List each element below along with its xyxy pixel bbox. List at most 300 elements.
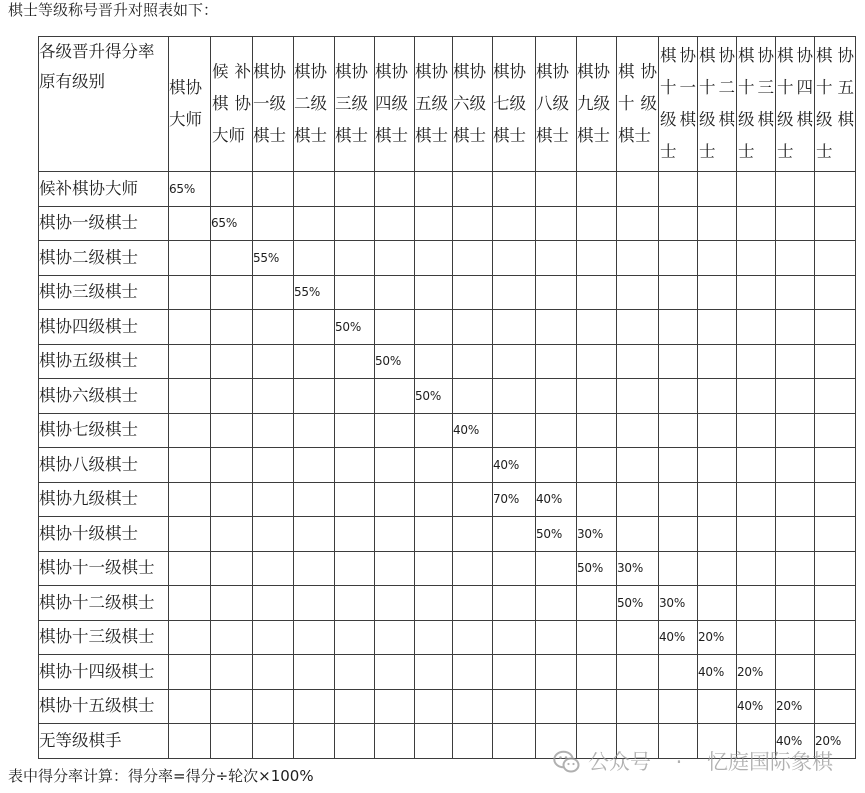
rate-cell [375,517,415,552]
column-header: 棋协九级棋士 [577,37,617,172]
table-row [39,620,856,655]
rate-cell [335,413,375,448]
rate-cell [617,620,659,655]
row-label: 棋协七级棋士 [39,413,169,448]
rate-cell [335,551,375,586]
rate-cell: 40% [493,448,536,483]
rate-cell [169,724,211,759]
rate-cell [659,344,698,379]
table-row [39,241,856,276]
rate-cell [536,586,577,621]
intro-text: 棋士等级称号晋升对照表如下： [8,1,219,19]
rate-cell [211,724,253,759]
table-row [39,206,856,241]
rate-cell [294,517,335,552]
rate-cell: 30% [617,551,659,586]
rate-cell [415,206,453,241]
rate-cell [577,379,617,414]
rate-cell [253,413,294,448]
rate-cell [211,551,253,586]
rate-cell [294,172,335,207]
rate-cell [375,275,415,310]
rate-cell [737,413,776,448]
rate-cell [493,344,536,379]
row-label: 棋协二级棋士 [39,241,169,276]
rate-cell: 40% [737,689,776,724]
column-header: 棋协十二级棋士 [698,37,737,172]
rate-cell [776,172,815,207]
header-row [39,37,856,172]
rate-cell [253,724,294,759]
rate-cell [253,655,294,690]
rate-cell [617,275,659,310]
row-label: 无等级棋手 [39,724,169,759]
rate-cell [375,413,415,448]
rate-cell: 20% [815,724,856,759]
rate-cell [698,413,737,448]
rate-cell [776,275,815,310]
rate-cell [815,379,856,414]
table-row [39,310,856,345]
rate-cell [698,724,737,759]
rate-cell [577,206,617,241]
rate-cell [698,206,737,241]
rate-cell [253,517,294,552]
rate-cell [737,724,776,759]
rate-cell [815,620,856,655]
rate-cell [776,241,815,276]
rate-cell [375,482,415,517]
rate-cell [577,310,617,345]
rate-cell [169,551,211,586]
rate-cell [815,655,856,690]
table-row [39,724,856,759]
rate-cell [536,655,577,690]
rate-cell [375,206,415,241]
rate-cell [536,689,577,724]
rate-cell [493,206,536,241]
rate-cell [536,448,577,483]
rate-cell [253,448,294,483]
rate-cell [776,448,815,483]
rate-cell [253,172,294,207]
rate-cell [493,275,536,310]
rate-cell [415,310,453,345]
rate-cell [698,689,737,724]
rate-cell [253,551,294,586]
rate-cell [577,620,617,655]
rate-cell [536,206,577,241]
rate-cell [698,379,737,414]
rate-cell [776,310,815,345]
rate-cell [453,724,493,759]
rate-cell [659,655,698,690]
table-row [39,517,856,552]
rate-cell [698,344,737,379]
rate-cell [659,172,698,207]
rate-cell [294,482,335,517]
rate-cell [776,655,815,690]
rate-cell: 50% [577,551,617,586]
rate-cell: 20% [737,655,776,690]
rate-cell [335,655,375,690]
rate-cell: 50% [415,379,453,414]
rate-cell: 50% [335,310,375,345]
column-header: 棋协十级棋士 [617,37,659,172]
rate-cell [577,586,617,621]
rate-cell [253,689,294,724]
rate-cell [375,620,415,655]
rate-cell [335,241,375,276]
rate-cell [776,482,815,517]
rate-cell [737,275,776,310]
row-label: 棋协六级棋士 [39,379,169,414]
rate-cell [577,275,617,310]
rate-cell [375,655,415,690]
rate-cell [294,241,335,276]
rate-cell [536,413,577,448]
rate-cell: 20% [776,689,815,724]
rate-cell [253,206,294,241]
rate-cell [493,586,536,621]
rate-cell [415,655,453,690]
table-row [39,551,856,586]
column-header: 棋协四级棋士 [375,37,415,172]
rate-cell [335,620,375,655]
rate-cell [294,344,335,379]
rate-cell [294,689,335,724]
rate-cell [776,344,815,379]
rate-cell [776,379,815,414]
corner-top-label: 各级晋升得分率 [39,42,155,61]
rate-cell [335,448,375,483]
rate-cell [659,517,698,552]
column-header: 棋协六级棋士 [453,37,493,172]
rate-cell [493,724,536,759]
row-label: 候补棋协大师 [39,172,169,207]
rate-cell [617,724,659,759]
rate-cell [659,275,698,310]
rate-cell [169,586,211,621]
table-row [39,413,856,448]
rate-cell [169,344,211,379]
rate-cell [375,448,415,483]
rate-cell [415,275,453,310]
rate-cell [453,275,493,310]
rate-cell [617,241,659,276]
rate-cell [737,551,776,586]
rate-cell [211,172,253,207]
rate-cell [253,275,294,310]
rate-cell [737,620,776,655]
rate-cell [577,655,617,690]
rate-cell [169,275,211,310]
rate-cell [776,413,815,448]
rate-cell [737,379,776,414]
rate-cell [375,551,415,586]
rate-cell [493,517,536,552]
rate-cell [617,379,659,414]
rate-cell [211,379,253,414]
table-row [39,586,856,621]
rate-cell [453,172,493,207]
rate-cell [169,620,211,655]
rate-cell [737,310,776,345]
column-header: 棋协五级棋士 [415,37,453,172]
rate-cell [737,206,776,241]
rate-cell [815,344,856,379]
rate-cell [577,448,617,483]
rate-cell [294,724,335,759]
rate-cell [253,344,294,379]
rate-cell [776,517,815,552]
rate-cell [335,379,375,414]
rate-cell [453,241,493,276]
rate-cell [536,310,577,345]
rate-cell [737,344,776,379]
table-row [39,379,856,414]
rate-cell [415,482,453,517]
rate-cell [698,482,737,517]
rate-cell [294,448,335,483]
rate-cell [453,517,493,552]
rate-cell [453,206,493,241]
rate-cell [169,241,211,276]
rate-cell [776,620,815,655]
rate-cell [415,689,453,724]
rate-cell [698,241,737,276]
rate-cell [415,586,453,621]
rate-cell [375,172,415,207]
rate-cell [294,655,335,690]
rate-cell [815,482,856,517]
promotion-table [38,36,856,759]
rate-cell [453,620,493,655]
rate-cell [294,206,335,241]
rate-cell [617,206,659,241]
rate-cell [493,689,536,724]
rate-cell [169,655,211,690]
rate-cell [415,448,453,483]
table-row [39,172,856,207]
rate-cell [375,310,415,345]
rate-cell [815,448,856,483]
rate-cell [536,551,577,586]
row-label: 棋协八级棋士 [39,448,169,483]
footnote-text: 表中得分率计算：得分率=得分÷轮次×100% [8,767,314,785]
column-header: 棋协三级棋士 [335,37,375,172]
row-label: 棋协十三级棋士 [39,620,169,655]
rate-cell [211,275,253,310]
rate-cell [536,275,577,310]
column-header: 棋协一级棋士 [253,37,294,172]
rate-cell [493,413,536,448]
rate-cell [211,482,253,517]
rate-cell [169,379,211,414]
rate-cell [659,310,698,345]
rate-cell [536,379,577,414]
rate-cell [294,551,335,586]
rate-cell [453,379,493,414]
rate-cell [169,482,211,517]
rate-cell [815,310,856,345]
rate-cell [659,448,698,483]
rate-cell [415,172,453,207]
rate-cell [737,517,776,552]
rate-cell: 55% [253,241,294,276]
row-label: 棋协四级棋士 [39,310,169,345]
rate-cell [211,689,253,724]
rate-cell: 65% [169,172,211,207]
rate-cell [617,448,659,483]
rate-cell [698,275,737,310]
rate-cell [815,241,856,276]
rate-cell [335,586,375,621]
rate-cell: 40% [776,724,815,759]
rate-cell: 50% [536,517,577,552]
rate-cell [493,310,536,345]
rate-cell [815,689,856,724]
rate-cell: 55% [294,275,335,310]
table-body [39,172,856,759]
rate-cell [776,551,815,586]
rate-cell [659,241,698,276]
rate-cell [577,689,617,724]
rate-cell [335,689,375,724]
row-label: 棋协十四级棋士 [39,655,169,690]
rate-cell [536,241,577,276]
rate-cell [294,586,335,621]
column-header: 棋协十三级棋士 [737,37,776,172]
table-row [39,689,856,724]
rate-cell [698,517,737,552]
rate-cell [375,379,415,414]
column-header: 棋协二级棋士 [294,37,335,172]
rate-cell [335,482,375,517]
rate-cell [335,724,375,759]
rate-cell [335,206,375,241]
column-header: 棋协十五级棋士 [815,37,856,172]
rate-cell [453,655,493,690]
rate-cell [493,379,536,414]
rate-cell [659,551,698,586]
rate-cell [577,172,617,207]
rate-cell: 70% [493,482,536,517]
rate-cell [415,344,453,379]
rate-cell [737,172,776,207]
rate-cell [698,586,737,621]
rate-cell [815,517,856,552]
rate-cell [169,310,211,345]
rate-cell [698,448,737,483]
rate-cell [493,620,536,655]
rate-cell [253,586,294,621]
column-header: 棋协八级棋士 [536,37,577,172]
column-header: 棋协七级棋士 [493,37,536,172]
rate-cell [453,448,493,483]
rate-cell [698,551,737,586]
rate-cell [415,517,453,552]
rate-cell [211,344,253,379]
rate-cell [375,586,415,621]
table-row [39,655,856,690]
row-label: 棋协九级棋士 [39,482,169,517]
rate-cell [169,517,211,552]
table-row [39,448,856,483]
row-label: 棋协三级棋士 [39,275,169,310]
rate-cell [375,241,415,276]
rate-cell: 40% [453,413,493,448]
rate-cell [659,724,698,759]
rate-cell [493,551,536,586]
row-label: 棋协十级棋士 [39,517,169,552]
rate-cell [659,689,698,724]
rate-cell [253,310,294,345]
rate-cell [294,310,335,345]
rate-cell [294,620,335,655]
rate-cell [453,344,493,379]
rate-cell [211,655,253,690]
rate-cell [815,413,856,448]
column-header: 棋协十一级棋士 [659,37,698,172]
rate-cell [211,620,253,655]
rate-cell [253,620,294,655]
rate-cell [776,206,815,241]
rate-cell [211,586,253,621]
rate-cell [617,655,659,690]
rate-cell [536,344,577,379]
rate-cell [577,724,617,759]
rate-cell [493,655,536,690]
rate-cell [815,206,856,241]
row-label: 棋协十一级棋士 [39,551,169,586]
rate-cell [536,724,577,759]
rate-cell [375,724,415,759]
rate-cell: 50% [617,586,659,621]
rate-cell: 30% [659,586,698,621]
rate-cell [815,586,856,621]
rate-cell [453,689,493,724]
rate-cell [211,413,253,448]
rate-cell [375,689,415,724]
rate-cell [737,586,776,621]
column-header: 候补棋协大师 [211,37,253,172]
rate-cell [253,482,294,517]
corner-bottom-label: 原有级别 [39,72,105,91]
table-header [39,37,856,172]
rate-cell [335,344,375,379]
rate-cell [294,379,335,414]
rate-cell [617,482,659,517]
rate-cell [776,586,815,621]
rate-cell [415,724,453,759]
rate-cell [815,172,856,207]
rate-cell [453,551,493,586]
rate-cell [335,517,375,552]
column-header: 棋协十四级棋士 [776,37,815,172]
rate-cell [737,241,776,276]
rate-cell [617,689,659,724]
row-label: 棋协十二级棋士 [39,586,169,621]
row-label: 棋协十五级棋士 [39,689,169,724]
rate-cell [453,586,493,621]
rate-cell [659,413,698,448]
rate-cell: 40% [698,655,737,690]
rate-cell [211,448,253,483]
rate-cell [577,344,617,379]
rate-cell [169,689,211,724]
column-header: 棋协大师 [169,37,211,172]
